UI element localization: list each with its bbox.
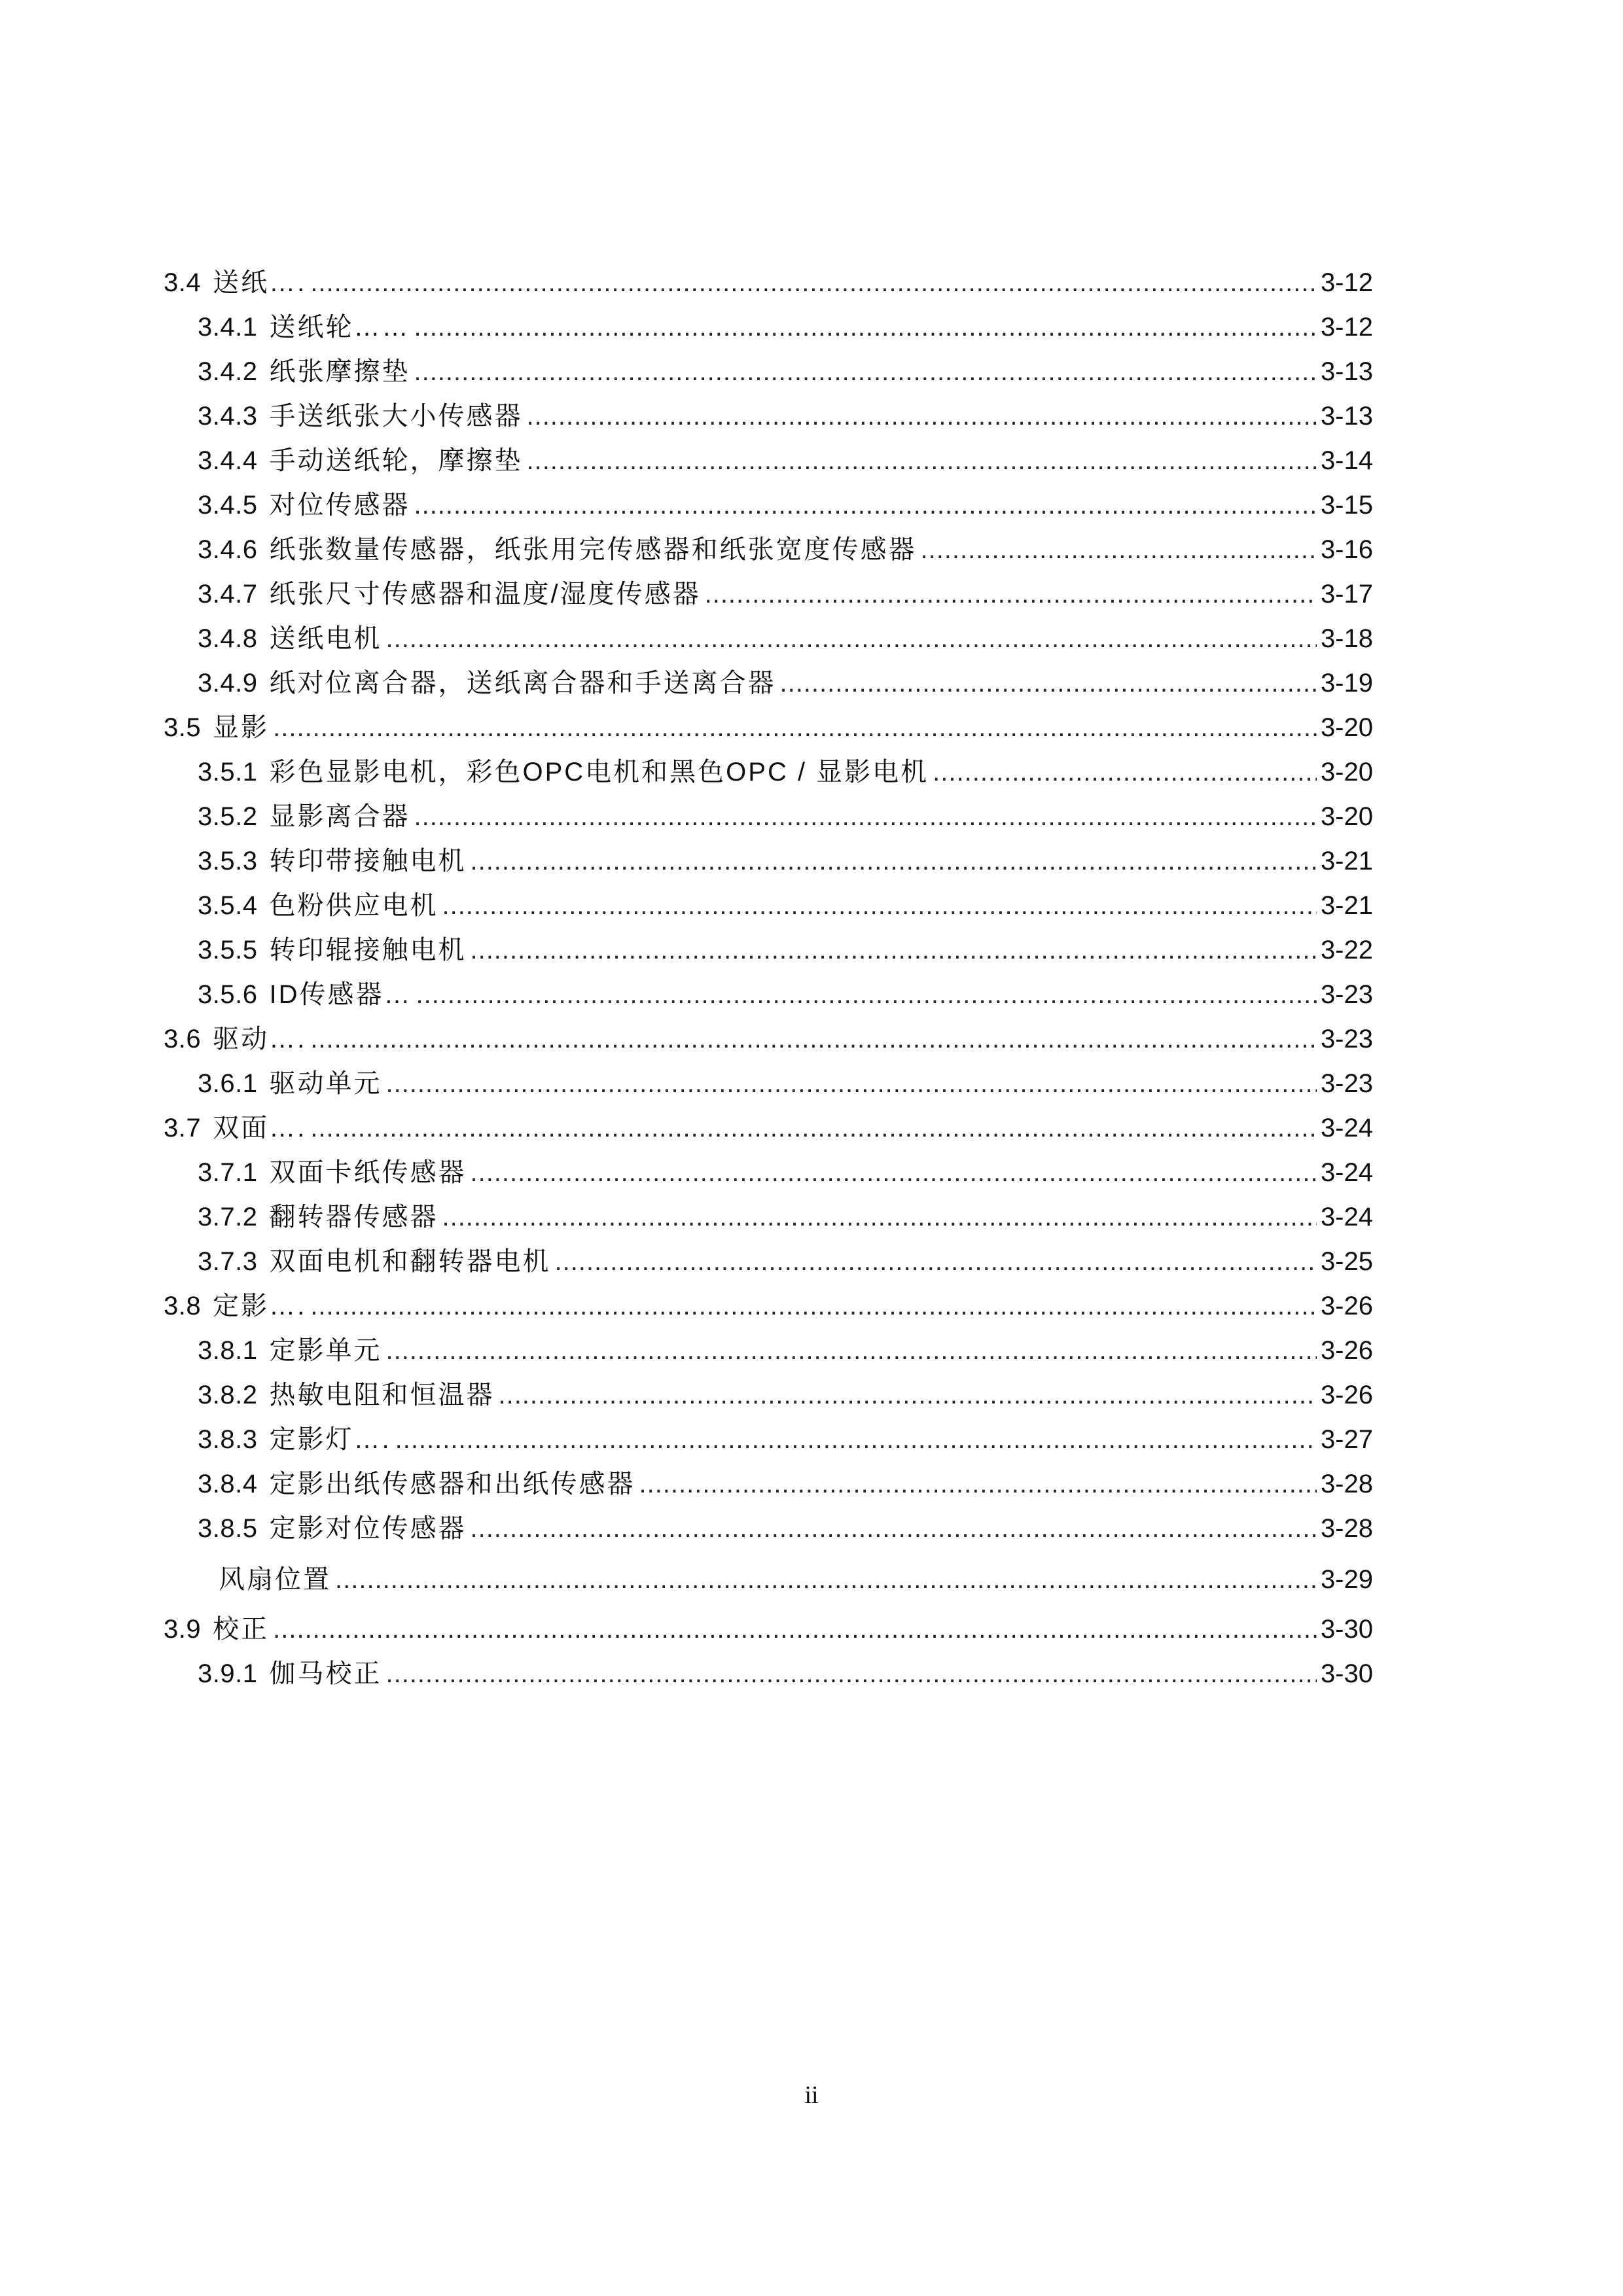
toc-entry[interactable]: [164, 349, 1373, 394]
toc-entry-title: 定影对位传感器: [269, 1514, 467, 1543]
toc-entry-title: 纸张摩擦垫: [269, 357, 410, 386]
dot-leader: [554, 1239, 1316, 1284]
page-number: ii: [804, 2081, 819, 2109]
toc-entry-number: 3.7: [164, 1114, 202, 1142]
toc-entry[interactable]: [164, 1557, 1373, 1602]
toc-entry[interactable]: [164, 1417, 1373, 1462]
toc-entry-title: 热敏电阻和恒温器: [269, 1381, 495, 1409]
dot-leader: [779, 661, 1316, 705]
dot-leader: [470, 839, 1316, 883]
toc-entry-page: 3-19: [1320, 669, 1373, 698]
toc-entry[interactable]: [164, 1284, 1373, 1328]
toc-entry-title: 定影出纸传感器和出纸传感器: [269, 1470, 635, 1498]
toc-entry-page: 3-26: [1320, 1336, 1373, 1365]
toc-entry[interactable]: [164, 1651, 1373, 1696]
toc-entry-title: 纸对位离合器，送纸离合器和手送离合器: [269, 669, 776, 698]
dot-leader: [526, 394, 1316, 438]
toc-entry-page: 3-23: [1320, 1069, 1373, 1098]
toc-entry-number: 3.8.5: [198, 1514, 258, 1543]
toc-entry-title: 定影单元: [269, 1336, 382, 1365]
toc-entry[interactable]: [164, 1239, 1373, 1284]
toc-entry-number: 3.6: [164, 1025, 202, 1053]
toc-entry-page: 3-20: [1320, 802, 1373, 831]
toc-entry-page: 3-21: [1320, 891, 1373, 920]
toc-entry[interactable]: [164, 928, 1373, 972]
toc-entry-page: 3-14: [1320, 446, 1373, 475]
toc-entry-title: 双面….: [213, 1114, 307, 1142]
dot-leader: [385, 1061, 1316, 1106]
toc-entry-title: 纸张尺寸传感器和温度/湿度传感器: [269, 580, 701, 609]
toc-entry[interactable]: [164, 438, 1373, 483]
dot-leader: [498, 1373, 1316, 1417]
toc-entry[interactable]: [164, 839, 1373, 883]
toc-entry-title: 手送纸张大小传感器: [269, 402, 523, 431]
toc-entry-page: 3-23: [1320, 1025, 1373, 1053]
toc-entry-page: 3-18: [1320, 624, 1373, 653]
toc-entry-page: 3-12: [1320, 313, 1373, 342]
toc-entry-title: 显影离合器: [269, 802, 410, 831]
toc-entry-number: 3.4.9: [198, 669, 258, 698]
dot-leader: [442, 883, 1316, 928]
toc-entry-title: 送纸电机: [269, 624, 382, 653]
toc-entry-page: 3-13: [1320, 402, 1373, 431]
dot-leader: [414, 794, 1316, 839]
dot-leader: [639, 1462, 1316, 1506]
toc-entry[interactable]: [164, 260, 1373, 305]
toc-entry[interactable]: [164, 1150, 1373, 1195]
toc-entry-title: 对位传感器: [269, 491, 410, 520]
toc-entry-title: 定影….: [213, 1292, 307, 1320]
toc-entry-title: 校正: [213, 1615, 270, 1644]
toc-entry-title: 定影灯….: [269, 1425, 391, 1454]
toc-entry-number: 3.4.4: [198, 446, 258, 475]
toc-entry-title: 转印带接触电机: [269, 847, 467, 875]
toc-entry[interactable]: [164, 1328, 1373, 1373]
toc-entry[interactable]: [164, 616, 1373, 661]
toc-entry-number: 3.4: [164, 268, 202, 297]
toc-entry-page: 3-22: [1320, 936, 1373, 964]
toc-entry[interactable]: [164, 661, 1373, 705]
toc-entry-number: 3.5.1: [198, 758, 258, 786]
toc-entry-number: 3.4.8: [198, 624, 258, 653]
toc-entry-page: 3-28: [1320, 1470, 1373, 1498]
toc-entry-title: 双面卡纸传感器: [269, 1158, 467, 1187]
dot-leader: [442, 1195, 1316, 1239]
toc-entry-number: 3.5.5: [198, 936, 258, 964]
toc-entry-page: 3-20: [1320, 713, 1373, 742]
toc-entry-title: 显影: [213, 713, 270, 742]
toc-entry-number: 3.8.2: [198, 1381, 258, 1409]
toc-entry-number: 3.9: [164, 1615, 202, 1644]
dot-leader: [414, 349, 1316, 394]
dot-leader: [933, 750, 1317, 794]
toc-entry-title: 风扇位置: [219, 1565, 331, 1594]
dot-leader: [470, 1506, 1316, 1551]
dot-leader: [273, 1607, 1317, 1651]
dot-leader: [385, 1651, 1316, 1696]
toc-entry-number: 3.4.6: [198, 535, 258, 564]
toc-entry[interactable]: [164, 1106, 1373, 1150]
toc-entry-title: 送纸….: [213, 268, 307, 297]
toc-entry-page: 3-16: [1320, 535, 1373, 564]
toc-entry-number: 3.7.3: [198, 1247, 258, 1276]
toc-entry-title: 翻转器传感器: [269, 1203, 438, 1231]
dot-leader: [526, 438, 1316, 483]
toc-entry-title: 驱动单元: [269, 1069, 382, 1098]
toc-entry[interactable]: [164, 527, 1373, 572]
toc-entry[interactable]: [164, 794, 1373, 839]
table-of-contents: [164, 260, 1373, 1696]
toc-entry-page: 3-21: [1320, 847, 1373, 875]
toc-entry-number: 3.5.6: [198, 980, 258, 1009]
dot-leader: [385, 1328, 1316, 1373]
toc-entry-title: ID传感器…: [269, 980, 412, 1009]
toc-entry-title: 转印辊接触电机: [269, 936, 467, 964]
toc-entry-page: 3-26: [1320, 1381, 1373, 1409]
toc-entry-page: 3-15: [1320, 491, 1373, 520]
toc-entry-number: 3.8.1: [198, 1336, 258, 1365]
toc-entry-page: 3-30: [1320, 1615, 1373, 1644]
toc-entry-page: 3-28: [1320, 1514, 1373, 1543]
toc-entry-page: 3-29: [1320, 1565, 1373, 1594]
toc-entry-number: 3.4.1: [198, 313, 258, 342]
toc-entry[interactable]: [164, 1506, 1373, 1551]
toc-entry-title: 纸张数量传感器，纸张用完传感器和纸张宽度传感器: [269, 535, 917, 564]
toc-entry-page: 3-24: [1320, 1203, 1373, 1231]
toc-entry-number: 3.4.5: [198, 491, 258, 520]
toc-entry-page: 3-20: [1320, 758, 1373, 786]
toc-entry[interactable]: [164, 1061, 1373, 1106]
dot-leader: [310, 1284, 1317, 1328]
toc-entry[interactable]: [164, 1373, 1373, 1417]
dot-leader: [310, 260, 1317, 305]
toc-entry-number: 3.5.4: [198, 891, 258, 920]
dot-leader: [416, 972, 1316, 1017]
toc-entry-title: 驱动….: [213, 1025, 307, 1053]
toc-entry[interactable]: [164, 572, 1373, 616]
toc-entry-number: 3.4.2: [198, 357, 258, 386]
toc-entry-page: 3-24: [1320, 1158, 1373, 1187]
toc-entry-number: 3.8.3: [198, 1425, 258, 1454]
toc-entry-title: 手动送纸轮，摩擦垫: [269, 446, 523, 475]
toc-entry[interactable]: [164, 1607, 1373, 1651]
toc-entry[interactable]: [164, 972, 1373, 1017]
toc-entry-page: 3-23: [1320, 980, 1373, 1009]
dot-leader: [414, 483, 1316, 527]
toc-entry[interactable]: [164, 394, 1373, 438]
toc-entry[interactable]: [164, 305, 1373, 349]
toc-entry-number: 3.5: [164, 713, 202, 742]
dot-leader: [705, 572, 1317, 616]
dot-leader: [335, 1557, 1317, 1602]
toc-entry[interactable]: [164, 483, 1373, 527]
toc-entry[interactable]: [164, 750, 1373, 794]
dot-leader: [470, 1150, 1316, 1195]
toc-entry-number: 3.6.1: [198, 1069, 258, 1098]
toc-entry[interactable]: [164, 1195, 1373, 1239]
dot-leader: [470, 928, 1316, 972]
toc-entry[interactable]: [164, 705, 1373, 750]
toc-entry-page: 3-30: [1320, 1659, 1373, 1688]
toc-entry-number: 3.4.3: [198, 402, 258, 431]
toc-entry-number: 3.9.1: [198, 1659, 258, 1688]
toc-entry-number: 3.8: [164, 1292, 202, 1320]
toc-entry[interactable]: [164, 1017, 1373, 1061]
toc-entry-page: 3-12: [1320, 268, 1373, 297]
dot-leader: [395, 1417, 1317, 1462]
toc-entry-page: 3-26: [1320, 1292, 1373, 1320]
toc-entry-number: 3.4.7: [198, 580, 258, 609]
dot-leader: [385, 616, 1316, 661]
toc-entry-page: 3-27: [1320, 1425, 1373, 1454]
toc-entry[interactable]: [164, 1462, 1373, 1506]
toc-entry-number: 3.5.3: [198, 847, 258, 875]
toc-entry-title: 双面电机和翻转器电机: [269, 1247, 551, 1276]
dot-leader: [414, 305, 1316, 349]
dot-leader: [920, 527, 1316, 572]
dot-leader: [273, 705, 1317, 750]
toc-entry-number: 3.8.4: [198, 1470, 258, 1498]
toc-entry-number: 3.7.2: [198, 1203, 258, 1231]
toc-entry-title: 色粉供应电机: [269, 891, 438, 920]
toc-entry-title: 伽马校正: [269, 1659, 382, 1688]
toc-entry-page: 3-24: [1320, 1114, 1373, 1142]
toc-entry-page: 3-25: [1320, 1247, 1373, 1276]
dot-leader: [310, 1017, 1317, 1061]
toc-entry-title: 彩色显影电机，彩色OPC电机和黑色OPC / 显影电机: [269, 758, 929, 786]
toc-entry-page: 3-17: [1320, 580, 1373, 609]
toc-entry-number: 3.5.2: [198, 802, 258, 831]
toc-entry-number: 3.7.1: [198, 1158, 258, 1187]
toc-entry-title: 送纸轮……: [269, 313, 410, 342]
dot-leader: [310, 1106, 1317, 1150]
toc-entry[interactable]: [164, 883, 1373, 928]
toc-entry-page: 3-13: [1320, 357, 1373, 386]
